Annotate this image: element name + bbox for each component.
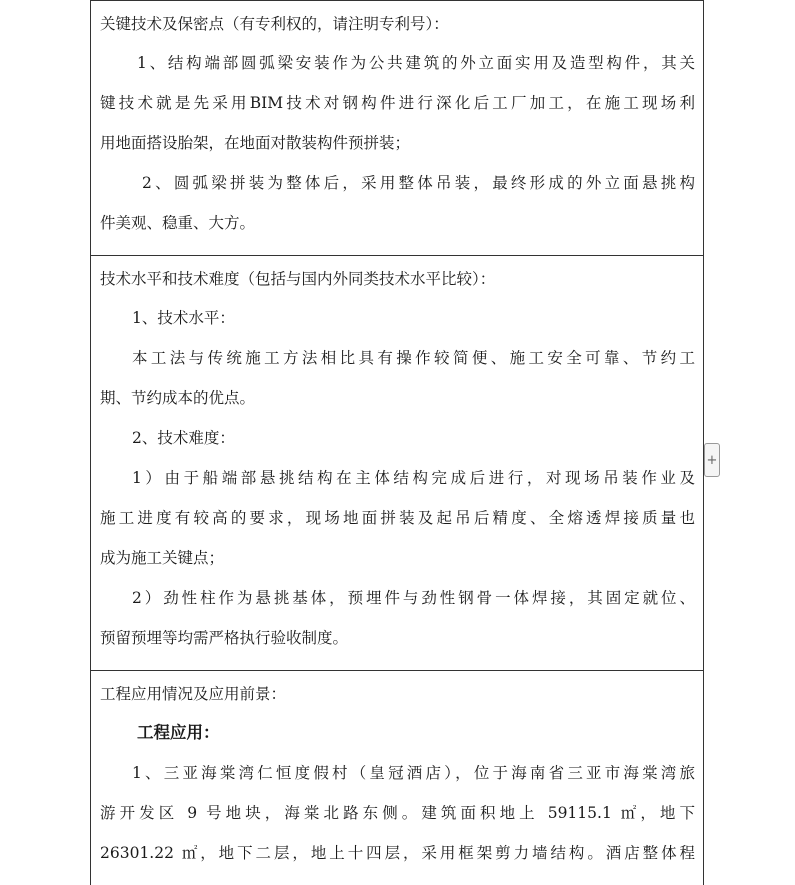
paragraph-line: 1、三亚海棠湾仁恒度假村（皇冠酒店），位于海南省三亚市海棠湾旅 [132,764,695,782]
paragraph-line: 1）由于船端部悬挑结构在主体结构完成后进行，对现场吊装作业及 [132,469,695,487]
paragraph-line: 游开发区 9 号地块，海棠北路东侧。建筑面积地上 59115.1 ㎡，地下 [100,804,695,822]
expand-button[interactable] [704,443,720,477]
section-heading: 关键技术及保密点（有专利权的，请注明专利号）： [100,15,449,33]
technical-level-cell [91,256,703,671]
paragraph-line: 2、圆弧梁拼装为整体后，采用整体吊装，最终形成的外立面悬挑构 [142,174,695,192]
paragraph-line: 施工进度有较高的要求，现场地面拼装及起吊后精度、全熔透焊接质量也 [100,509,695,527]
document-table [90,0,704,885]
key-technology-cell [91,0,703,256]
paragraph-line: 2、技术难度： [132,429,235,447]
paragraph-line: 1、结构端部圆弧梁安装作为公共建筑的外立面实用及造型构件，其关 [137,54,695,72]
paragraph-line: 预留预埋等均需严格执行验收制度。 [100,629,349,647]
paragraph-line: 键技术就是先采用BIM技术对钢构件进行深化后工厂加工，在施工现场利 [100,94,695,112]
paragraph-line: 件美观、稳重、大方。 [100,214,256,232]
paragraph-line: 用地面搭设胎架，在地面对散装构件预拼装； [100,134,411,152]
plus-icon: + [706,452,718,468]
paragraph-line: 2）劲性柱作为悬挑基体，预埋件与劲性钢骨一体焊接，其固定就位、 [132,589,695,607]
application-cell [91,671,703,885]
paragraph-line: 成为施工关键点； [100,549,225,567]
paragraph-line: 本工法与传统施工方法相比具有操作较简便、施工安全可靠、节约工 [132,349,695,367]
section-heading: 工程应用情况及应用前景： [100,685,287,703]
paragraph-line: 26301.22 ㎡，地下二层，地上十四层，采用框架剪力墙结构。酒店整体程 [100,844,695,862]
subheading: 工程应用： [137,723,220,742]
paragraph-line: 期、节约成本的优点。 [100,389,256,407]
paragraph-line: 1、技术水平： [132,309,235,327]
section-heading: 技术水平和技术难度（包括与国内外同类技术水平比较）： [100,270,496,288]
